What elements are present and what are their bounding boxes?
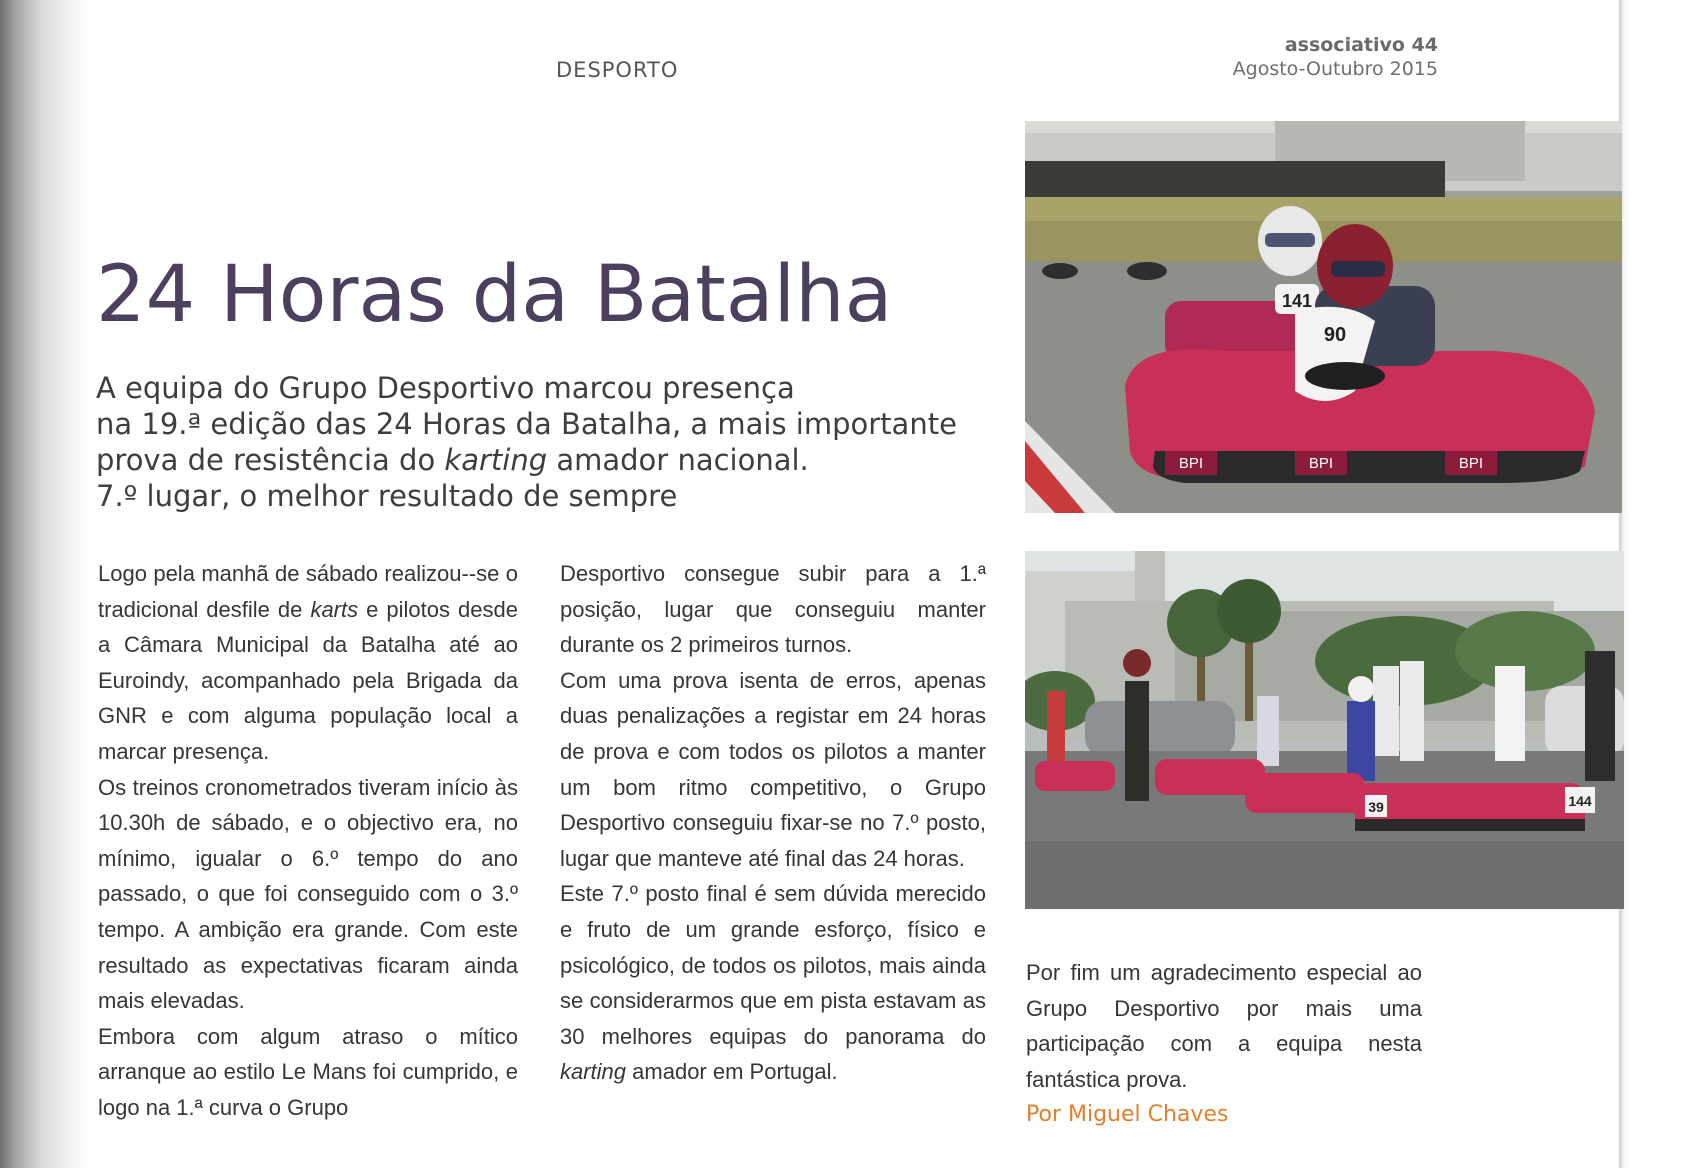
front-kart-number: 90: [1323, 324, 1347, 346]
sponsor-label: BPI: [1458, 455, 1484, 472]
paragraph: Os treinos cronometrados tiveram início às 10.30h de sábado, e o objectivo era, no mínimo, igualar o 6.º tempo do ano passado, o que foi conseguido com o 3.º tempo. A ambição era grande. Com este resultado as expectativas ficaram ainda mais elevadas.: [98, 774, 518, 1014]
paragraph: Logo pela manhã de sábado realizou--se o tradicional desfile de karts e pilotos desde a Câmara Municipal da Batalha até ao Euroindy, acompanhado pela Brigada da GNR e com alguma população local a marcar presença.: [98, 561, 518, 764]
sponsor-label: BPI: [1308, 455, 1334, 472]
publication-name: associativo 44: [1284, 34, 1438, 56]
masthead: [1233, 34, 1438, 80]
rear-kart-number: 141: [1281, 291, 1313, 311]
lead-line: A equipa do Grupo Desportivo marcou presença: [96, 371, 795, 405]
issue-date: Agosto-Outubro 2015: [1232, 58, 1438, 80]
paragraph: Embora com algum atraso o mítico arranque ao estilo Le Mans foi cumprido, e logo na 1.ª curva o Grupo: [98, 1023, 518, 1120]
body-column-3: [1026, 955, 1422, 1133]
body-column-2: [560, 556, 986, 1090]
section-label: DESPORTO: [556, 58, 679, 82]
pit-lane-illustration: [1025, 551, 1624, 909]
sponsor-label: BPI: [1178, 455, 1204, 472]
kart-race-photo: [1025, 121, 1622, 513]
lead-line: prova de resistência do karting amador nacional.: [96, 443, 809, 477]
author-byline: Por Miguel Chaves: [1026, 1102, 1229, 1128]
article-title: 24 Horas da Batalha: [96, 250, 893, 340]
paragraph: Com uma prova isenta de erros, apenas duas penalizações a registar em 24 horas de prova e com todos os pilotos a manter um bom ritmo competitivo, o Grupo Desportivo conseguiu fixar-se no 7.º posto, lugar que manteve até final das 24 horas.: [560, 667, 986, 871]
paragraph: Este 7.º posto final é sem dúvida merecido e fruto de um grande esforço, físico e psicológico, de todos os pilotos, mais ainda se considerarmos que em pista estavam as 30 melhores equipas do panorama do karting amador em Portugal.: [560, 881, 986, 1085]
pit-kart-number: 144: [1568, 793, 1592, 809]
pit-kart-number: 39: [1368, 799, 1384, 815]
kart-race-illustration: [1025, 121, 1622, 513]
page-spine-shadow: [0, 0, 90, 1168]
lead-italic: karting: [444, 443, 548, 477]
article-lead: [96, 370, 976, 514]
body-column-1: [98, 556, 518, 1126]
lead-line: 7.º lugar, o melhor resultado de sempre: [96, 479, 678, 513]
paragraph: Por fim um agradecimento especial ao Grupo Desportivo por mais uma participação com a equipa nesta fantástica prova.: [1026, 960, 1422, 1092]
paragraph: Desportivo consegue subir para a 1.ª posição, lugar que conseguiu manter durante os 2 primeiros turnos.: [560, 561, 986, 658]
lead-line: na 19.ª edição das 24 Horas da Batalha, a mais importante: [96, 407, 957, 441]
pit-lane-photo: [1025, 551, 1624, 909]
